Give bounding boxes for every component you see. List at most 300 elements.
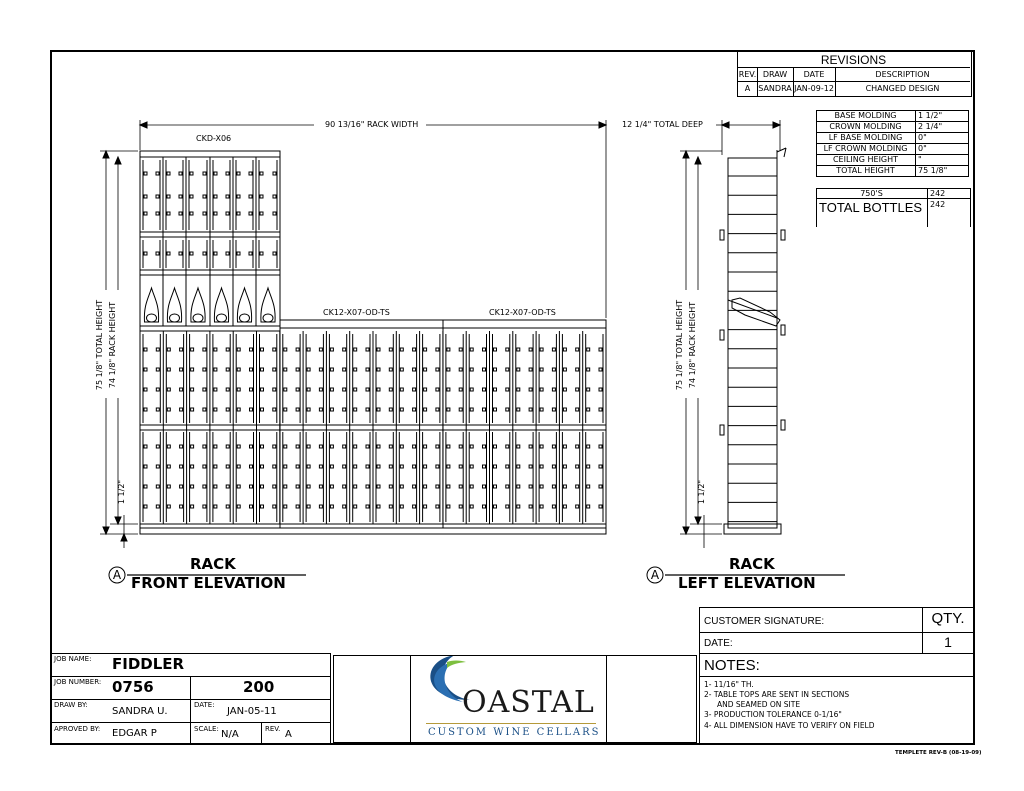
rack-cell — [284, 408, 287, 411]
qty-value: 1 — [944, 634, 952, 650]
rack-cell — [226, 348, 229, 351]
logo-name: OASTAL — [462, 685, 595, 720]
draw-cell: SANDRA — [758, 84, 792, 93]
rack-cell — [377, 465, 380, 468]
rack-cell — [354, 505, 357, 508]
rack-cell — [576, 408, 579, 411]
rack-cell — [237, 348, 240, 351]
rack-cell — [366, 445, 369, 448]
rack-cell — [424, 368, 427, 371]
total-bottles-label: TOTAL BOTTLES — [819, 200, 923, 215]
rack-cell — [260, 252, 263, 255]
rack-cell — [494, 485, 497, 488]
rack-cell — [366, 465, 369, 468]
rack-cell — [599, 505, 602, 508]
rack-cell — [563, 505, 566, 508]
rack-cell — [190, 172, 193, 175]
rack-cell — [226, 172, 229, 175]
rack-cell — [517, 445, 520, 448]
rack-cell — [389, 445, 392, 448]
rack-cell — [587, 465, 590, 468]
rack-cell — [249, 195, 252, 198]
rack-cell — [144, 408, 147, 411]
rack-cell — [400, 465, 403, 468]
rack-cell — [529, 485, 532, 488]
rack-cell — [296, 505, 299, 508]
rack-cell — [529, 445, 532, 448]
rack-cell — [529, 388, 532, 391]
rack-cell — [366, 408, 369, 411]
rack-cell — [517, 368, 520, 371]
rack-cell — [250, 348, 253, 351]
rack-cell — [214, 465, 217, 468]
rack-cell — [179, 195, 182, 198]
rack-cell — [284, 348, 287, 351]
rack-cell — [284, 505, 287, 508]
rack-cell — [250, 445, 253, 448]
molding-label: TOTAL HEIGHT — [836, 166, 895, 175]
rack-cell — [260, 212, 263, 215]
rack-cell — [214, 505, 217, 508]
rack-cell — [203, 485, 206, 488]
logo-tagline: CUSTOM WINE CELLARS — [428, 727, 601, 738]
rack-cell — [237, 445, 240, 448]
customer-date-label: DATE: — [704, 638, 733, 649]
approved-by: EDGAR P — [112, 728, 157, 739]
rack-cell — [226, 388, 229, 391]
rack-cell — [226, 465, 229, 468]
rack-cell — [599, 368, 602, 371]
rack-cell — [563, 465, 566, 468]
rack-cell — [470, 388, 473, 391]
rack-cell — [284, 388, 287, 391]
rack-cell — [517, 388, 520, 391]
rack-cell — [483, 445, 486, 448]
rack-cell — [179, 252, 182, 255]
rack-cell — [261, 505, 264, 508]
rack-cell — [506, 445, 509, 448]
note-line: 4- ALL DIMENSION HAVE TO VERIFY ON FIELD — [704, 721, 875, 730]
rack-cell — [330, 485, 333, 488]
rack-cell — [540, 368, 543, 371]
rack-cell — [400, 505, 403, 508]
rack-cell — [517, 505, 520, 508]
rack-cell — [354, 445, 357, 448]
rack-cell — [436, 505, 439, 508]
molding-label: LF CROWN MOLDING — [823, 144, 908, 153]
rack-cell — [552, 465, 555, 468]
rack-cell — [377, 388, 380, 391]
rack-cell — [191, 465, 194, 468]
rack-cell — [250, 505, 253, 508]
rack-cell — [540, 388, 543, 391]
rack-cell — [307, 485, 310, 488]
rack-cell — [261, 408, 264, 411]
rack-cell — [214, 252, 217, 255]
rack-cell — [261, 445, 264, 448]
rack-cell — [576, 485, 579, 488]
rack-cell — [506, 408, 509, 411]
rack-cell — [400, 348, 403, 351]
rack-cell — [240, 314, 250, 322]
rack-cell — [319, 368, 322, 371]
note-line: 2- TABLE TOPS ARE SENT IN SECTIONS — [704, 690, 850, 699]
rack-cell — [424, 388, 427, 391]
rack-cell — [447, 465, 450, 468]
rack-cell — [261, 368, 264, 371]
rack-cell — [214, 195, 217, 198]
rack-cell — [167, 212, 170, 215]
rack-cell — [203, 195, 206, 198]
rack-cell — [237, 505, 240, 508]
rack-cell — [273, 195, 276, 198]
rack-cell — [540, 408, 543, 411]
rack-cell — [214, 485, 217, 488]
note-line: AND SEAMED ON SITE — [717, 700, 801, 709]
rack-cell — [330, 388, 333, 391]
rack-cell — [377, 368, 380, 371]
front-total-height: 75 1/8" TOTAL HEIGHT — [95, 299, 104, 391]
rack-cell — [506, 348, 509, 351]
rack-cell — [284, 485, 287, 488]
rack-cell — [226, 252, 229, 255]
rack-cell — [330, 505, 333, 508]
rack-cell — [563, 408, 566, 411]
rack-cell — [377, 505, 380, 508]
rack-cell — [389, 505, 392, 508]
rack-cell — [436, 388, 439, 391]
note-line: 1- 11/16" TH. — [704, 680, 754, 689]
rack-cell — [552, 445, 555, 448]
rack-cell — [144, 195, 147, 198]
rack-cell — [226, 368, 229, 371]
rack-cell — [250, 368, 253, 371]
approved-label: APROVED BY: — [54, 725, 101, 733]
rack-cell — [413, 445, 416, 448]
rack-cell — [354, 408, 357, 411]
total-deep-dimension: 12 1/4" TOTAL DEEP — [622, 120, 703, 129]
rack-cell — [413, 408, 416, 411]
rack-cell — [273, 388, 276, 391]
rack-cell — [144, 485, 147, 488]
molding-label: LF BASE MOLDING — [828, 133, 903, 142]
rack-cell — [226, 195, 229, 198]
rack-cell — [494, 348, 497, 351]
rack-cell — [144, 505, 147, 508]
rack-cell — [330, 465, 333, 468]
rack-cell — [191, 485, 194, 488]
job-name: FIDDLER — [112, 655, 185, 673]
side-rack-height: 74 1/8" RACK HEIGHT — [688, 301, 697, 389]
rack-cell — [587, 368, 590, 371]
rack-cell — [366, 368, 369, 371]
rev-header: REV. — [738, 70, 757, 79]
job-number-label: JOB NUMBER: — [54, 678, 102, 686]
rack-cell — [156, 348, 159, 351]
job-number: 0756 — [112, 678, 154, 696]
rack-cell — [307, 445, 310, 448]
side-marker-letter: A — [650, 568, 660, 582]
rack-cell — [319, 445, 322, 448]
rack-cell — [424, 485, 427, 488]
rack-cell — [424, 445, 427, 448]
rack-cell — [576, 388, 579, 391]
rack-cell — [483, 348, 486, 351]
rack-cell — [447, 388, 450, 391]
rack-cell — [540, 348, 543, 351]
rack-cell — [180, 445, 183, 448]
rack-cell — [400, 388, 403, 391]
rack-cell — [483, 368, 486, 371]
rack-cell — [167, 465, 170, 468]
rack-cell — [343, 505, 346, 508]
rack-cell — [179, 212, 182, 215]
rack-cell — [226, 445, 229, 448]
rack-cell — [296, 445, 299, 448]
rack-cell — [180, 388, 183, 391]
rack-cell — [576, 505, 579, 508]
date-value: JAN-05-11 — [227, 706, 277, 717]
rack-cell — [343, 445, 346, 448]
rack-cell — [273, 485, 276, 488]
rack-cell — [144, 388, 147, 391]
rack-cell — [263, 314, 273, 322]
rack-cell — [436, 445, 439, 448]
rack-cell — [307, 408, 310, 411]
rack-cell — [261, 465, 264, 468]
rack-cell — [180, 505, 183, 508]
rack-cell — [400, 408, 403, 411]
rack-cell — [203, 252, 206, 255]
rack-cell — [552, 485, 555, 488]
rack-cell — [330, 348, 333, 351]
rack-cell — [447, 505, 450, 508]
molding-value: " — [918, 155, 922, 164]
rack-cell — [296, 485, 299, 488]
rack-cell — [494, 388, 497, 391]
rack-cell — [377, 445, 380, 448]
rack-cell — [167, 408, 170, 411]
rack-cell — [167, 348, 170, 351]
draw-by: SANDRA U. — [112, 706, 168, 717]
rack-cell — [307, 388, 310, 391]
side-title-rack: RACK — [729, 555, 775, 573]
rack-cell — [203, 445, 206, 448]
rack-cell — [470, 445, 473, 448]
rack-cell — [156, 445, 159, 448]
rack-cell — [249, 252, 252, 255]
rack-cell — [319, 388, 322, 391]
rack-cell — [261, 388, 264, 391]
rack-cell — [389, 408, 392, 411]
rack-cell — [540, 445, 543, 448]
rack-cell — [167, 505, 170, 508]
rack-cell — [250, 388, 253, 391]
rack-cell — [599, 465, 602, 468]
description-cell: CHANGED DESIGN — [865, 84, 940, 93]
rack-cell — [170, 314, 180, 322]
molding-value: 75 1/8" — [918, 166, 948, 175]
rack-cell — [599, 485, 602, 488]
rack-cell — [156, 388, 159, 391]
rack-cell — [156, 212, 159, 215]
rack-cell — [144, 348, 147, 351]
rack-cell — [459, 388, 462, 391]
rack-cell — [237, 212, 240, 215]
rack-cell — [180, 368, 183, 371]
rack-cell — [587, 445, 590, 448]
rack-cell — [214, 388, 217, 391]
rack-cell — [517, 408, 520, 411]
rack-cell — [144, 445, 147, 448]
rack-cell — [296, 388, 299, 391]
molding-value: 1 1/2" — [918, 111, 943, 120]
rack-cell — [563, 445, 566, 448]
front-base-dimension: 1 1/2" — [117, 479, 126, 505]
date-cell: JAN-09-12 — [794, 84, 834, 93]
rack-cell — [389, 368, 392, 371]
rack-cell — [354, 465, 357, 468]
rack-cell — [273, 212, 276, 215]
rack-cell — [413, 368, 416, 371]
total-bottles-value: 242 — [930, 200, 946, 209]
rack-cell — [261, 348, 264, 351]
rack-cell — [273, 445, 276, 448]
side-base-dimension: 1 1/2" — [697, 479, 706, 505]
rack-cell — [330, 445, 333, 448]
bottle-size-value: 242 — [930, 189, 946, 198]
rack-cell — [237, 172, 240, 175]
rack-cell — [156, 505, 159, 508]
front-title-elevation: FRONT ELEVATION — [131, 574, 286, 592]
rack-cell — [483, 465, 486, 468]
section-label-1: CK12-X07-OD-TS — [323, 308, 390, 317]
rack-cell — [447, 445, 450, 448]
rack-cell — [214, 172, 217, 175]
rack-cell — [366, 485, 369, 488]
rack-cell — [470, 348, 473, 351]
side-total-height: 75 1/8" TOTAL HEIGHT — [675, 299, 684, 391]
rack-cell — [237, 388, 240, 391]
rack-cell — [552, 348, 555, 351]
rack-cell — [237, 195, 240, 198]
rack-cell — [366, 388, 369, 391]
rack-cell — [250, 485, 253, 488]
rack-cell — [529, 505, 532, 508]
rack-cell — [343, 485, 346, 488]
rack-cell — [260, 172, 263, 175]
rack-cell — [147, 314, 157, 322]
rack-cell — [260, 195, 263, 198]
rack-cell — [191, 445, 194, 448]
rack-cell — [296, 348, 299, 351]
rack-cell — [599, 408, 602, 411]
rack-cell — [273, 348, 276, 351]
rack-cell — [249, 172, 252, 175]
rack-cell — [319, 505, 322, 508]
rack-cell — [563, 368, 566, 371]
rack-cell — [587, 505, 590, 508]
rack-cell — [273, 408, 276, 411]
draw-header: DRAW — [762, 70, 788, 79]
rev-cell: A — [744, 84, 751, 93]
rack-cell — [400, 445, 403, 448]
rack-cell — [156, 172, 159, 175]
molding-value: 2 1/4" — [918, 122, 943, 131]
rack-cell — [203, 388, 206, 391]
rack-cell — [424, 465, 427, 468]
molding-value: 0" — [918, 133, 927, 142]
rack-cell — [343, 348, 346, 351]
rack-cell — [167, 485, 170, 488]
rack-cell — [576, 445, 579, 448]
rack-cell — [156, 368, 159, 371]
rack-cell — [307, 368, 310, 371]
rack-cell — [273, 172, 276, 175]
rack-cell — [144, 172, 147, 175]
rack-cell — [237, 485, 240, 488]
rack-cell — [599, 445, 602, 448]
rack-cell — [529, 368, 532, 371]
scale-value: N/A — [221, 729, 239, 740]
rack-cell — [214, 445, 217, 448]
rack-cell — [167, 368, 170, 371]
rack-cell — [180, 408, 183, 411]
rack-cell — [191, 368, 194, 371]
rack-cell — [483, 388, 486, 391]
rack-cell — [447, 348, 450, 351]
rack-width-dimension: 90 13/16" RACK WIDTH — [325, 120, 419, 129]
rack-cell — [470, 465, 473, 468]
rack-cell — [459, 505, 462, 508]
rack-cell — [436, 485, 439, 488]
rack-cell — [296, 408, 299, 411]
rack-cell — [494, 505, 497, 508]
rack-cell — [273, 368, 276, 371]
side-title-elevation: LEFT ELEVATION — [678, 574, 816, 592]
rack-cell — [214, 212, 217, 215]
tower-label: CKD-X06 — [196, 134, 232, 143]
rack-cell — [296, 465, 299, 468]
rack-cell — [167, 195, 170, 198]
rack-cell — [180, 348, 183, 351]
rack-cell — [193, 314, 203, 322]
rack-cell — [237, 252, 240, 255]
front-title-rack: RACK — [190, 555, 236, 573]
rack-cell — [354, 485, 357, 488]
front-rack-height: 74 1/8" RACK HEIGHT — [108, 301, 117, 389]
rack-cell — [413, 485, 416, 488]
rack-cell — [144, 252, 147, 255]
rack-cell — [447, 368, 450, 371]
rack-cell — [167, 252, 170, 255]
rack-cell — [319, 348, 322, 351]
rack-cell — [284, 465, 287, 468]
rack-cell — [599, 388, 602, 391]
rack-cell — [424, 408, 427, 411]
molding-label: CEILING HEIGHT — [832, 155, 899, 164]
rack-cell — [237, 465, 240, 468]
rack-cell — [447, 485, 450, 488]
rack-cell — [191, 388, 194, 391]
rack-cell — [203, 348, 206, 351]
rack-cell — [459, 445, 462, 448]
rack-cell — [517, 485, 520, 488]
rack-cell — [436, 348, 439, 351]
rack-cell — [424, 348, 427, 351]
revisions-title: REVISIONS — [820, 53, 887, 67]
rack-cell — [180, 485, 183, 488]
